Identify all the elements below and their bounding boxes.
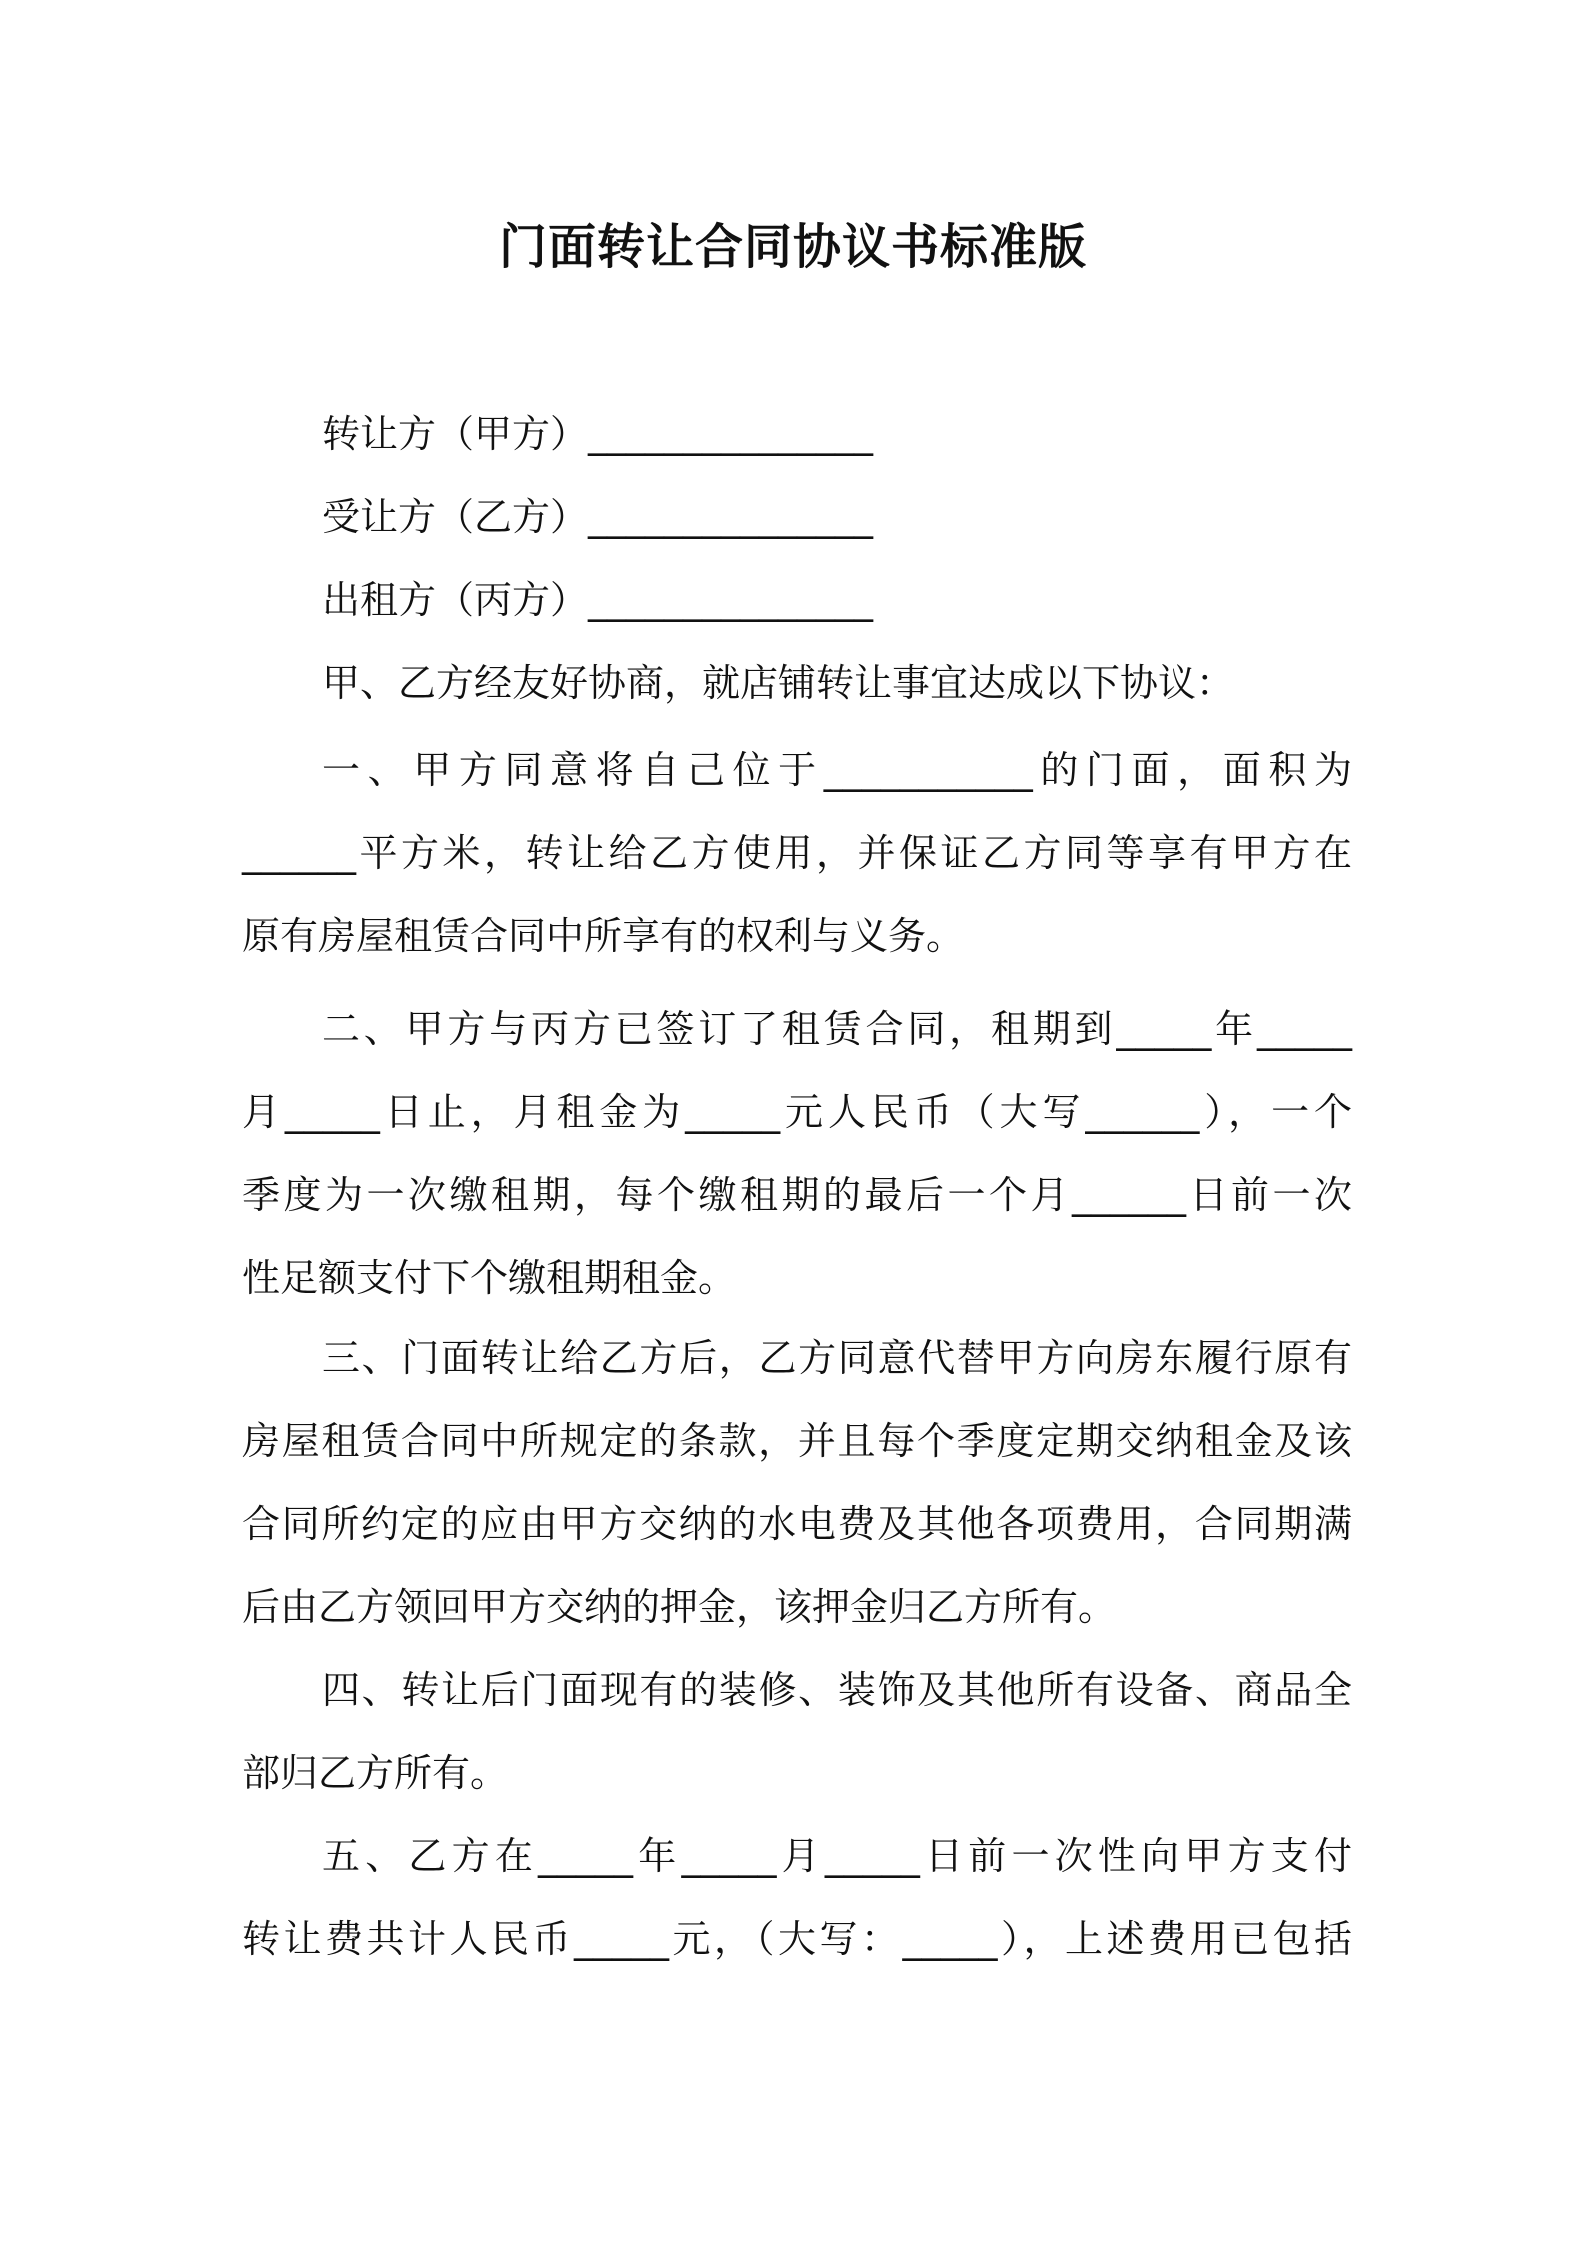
clause-4-line-2: 部归乙方所有。 (242, 1751, 509, 1795)
clause-4 (242, 1649, 1352, 1815)
clause-2-line-4: 性足额支付下个缴租期租金。 (242, 1256, 737, 1300)
document-title: 门面转让合同协议书标准版 (498, 219, 1087, 275)
clause-1-line-2: ______平方米，转让给乙方使用，并保证乙方同等享有甲方在 (242, 831, 1352, 875)
clause-1-line-1: 一、甲方同意将自己位于___________的门面，面积为 (322, 748, 1352, 792)
clause-2 (242, 988, 1352, 1320)
clause-3-line-3: 合同所约定的应由甲方交纳的水电费及其他各项费用，合同期满 (242, 1502, 1352, 1546)
clause-5-line-1: 五、乙方在_____年_____月_____日前一次性向甲方支付 (322, 1834, 1352, 1878)
clause-1-line-3: 原有房屋租赁合同中所享有的权利与义务。 (242, 914, 965, 958)
clause-3 (242, 1317, 1352, 1649)
clause-3-line-1: 三、门面转让给乙方后，乙方同意代替甲方向房东履行原有 (322, 1336, 1352, 1380)
party-transferee: 受让方（乙方）_______________ (322, 495, 874, 539)
clause-3-line-2: 房屋租赁合同中所规定的条款，并且每个季度定期交纳租金及该 (242, 1419, 1352, 1463)
clause-3-line-4: 后由乙方领回甲方交纳的押金，该押金归乙方所有。 (242, 1585, 1117, 1629)
clause-1 (242, 729, 1352, 978)
clause-4-line-1: 四、转让后门面现有的装修、装饰及其他所有设备、商品全 (322, 1668, 1352, 1712)
clause-2-line-3: 季度为一次缴租期，每个缴租期的最后一个月______日前一次 (242, 1173, 1352, 1217)
clause-2-line-1: 二、甲方与丙方已签订了租赁合同，租期到_____年_____ (322, 1007, 1352, 1051)
party-lessor: 出租方（丙方）_______________ (322, 578, 874, 622)
clause-5 (242, 1815, 1352, 1981)
agreement-intro: 甲、乙方经友好协商，就店铺转让事宜达成以下协议： (322, 661, 1235, 705)
clause-5-line-2: 转让费共计人民币_____元，（大写：_____），上述费用已包括 (242, 1917, 1352, 1961)
clause-2-line-2: 月_____日止，月租金为_____元人民币（大写______），一个 (242, 1090, 1352, 1134)
party-transferor: 转让方（甲方）_______________ (322, 412, 874, 456)
